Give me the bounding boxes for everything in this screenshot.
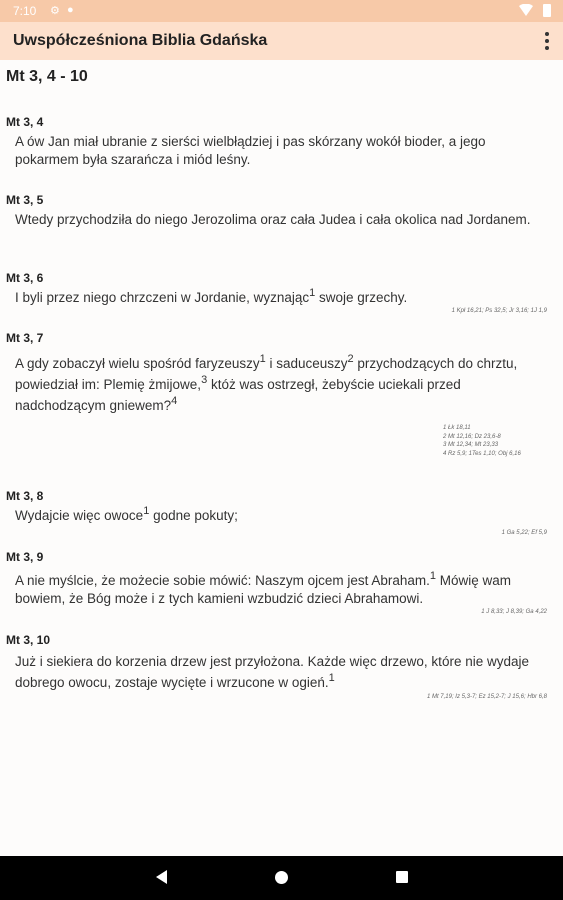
footnote-marker[interactable]: 1 <box>259 353 266 365</box>
verse-text-part: A nie myślcie, że możecie sobie mówić: Naszym ojcem jest Abraham. <box>15 573 430 588</box>
verse-text-part: i saduceuszy <box>265 356 348 371</box>
verse-reference: Mt 3, 5 <box>6 193 44 207</box>
footnote-marker[interactable]: 1 <box>309 287 316 299</box>
verse-item <box>6 193 551 229</box>
cross-reference: 4 Rz 5,9; 1Tes 1,10; Obj 6,16 <box>443 450 521 457</box>
verse-item <box>6 331 551 416</box>
app-notification-icon: ● <box>67 4 74 16</box>
verse-text-part: Mówię wam bowiem, że Bóg może i z tych kamieni wzbudzić dzieci Abrahamowi. <box>15 573 512 606</box>
passage-title: Mt 3, 4 - 10 <box>6 68 88 85</box>
verse-reference: Mt 3, 9 <box>6 550 44 564</box>
verse-reference: Mt 3, 4 <box>6 115 44 129</box>
overflow-menu-icon[interactable] <box>541 30 553 50</box>
footnote-marker[interactable]: 2 <box>347 353 354 365</box>
footnote-marker[interactable]: 4 <box>171 395 178 407</box>
verse-reference: Mt 3, 6 <box>6 271 44 285</box>
footnote-marker[interactable]: 3 <box>201 374 208 386</box>
verse-text <box>15 572 535 608</box>
verse-text-part: I byli przez niego chrzczeni w Jordanie, wyznając <box>15 290 310 305</box>
verse-reference: Mt 3, 10 <box>6 633 51 647</box>
wifi-icon <box>519 4 533 16</box>
verse-item <box>6 489 551 537</box>
cross-reference: 2 Mt 12,16; Dz 23,6-8 <box>443 433 501 440</box>
verse-text-part: A gdy zobaczył wielu spośród faryzeuszy <box>15 356 260 371</box>
status-bar <box>0 0 563 22</box>
verse-text-part: przychodzących do chrztu, powiedział im: Plemię żmijowe, <box>15 356 518 392</box>
verse-item <box>6 115 551 169</box>
app-bar <box>0 22 563 60</box>
verse-text <box>15 289 535 307</box>
verse-reference: Mt 3, 8 <box>6 489 44 503</box>
cross-reference: 1 Ga 5,22; Ef 5,9 <box>501 530 547 536</box>
verse-text <box>15 507 535 525</box>
verse-text: A ów Jan miał ubranie z sierści wielbłądziej i pas skórzany wokół bioder, a jego pokarmem była szarańcza i miód leśny. <box>15 134 486 167</box>
navigation-bar <box>0 856 563 900</box>
verse-text-part: Wydajcie więc owoce <box>15 508 144 523</box>
settings-icon: ⚙ <box>50 5 60 17</box>
status-time: 7:10 <box>13 4 37 18</box>
verse-text <box>15 651 535 693</box>
cross-reference: 1 Mt 7,19; Iz 5,3-7; Ez 15,2-7; J 15,6; Hbr 6,8 <box>426 694 547 700</box>
verse-item <box>6 271 551 315</box>
footnote-marker[interactable]: 1 <box>328 672 335 684</box>
verse-text-part: Już i siekiera do korzenia drzew jest przyłożona. Każde więc drzewo, które nie wydaje dobrego owocu, zostaje wycięte i wrzucone w ogień. <box>15 654 529 690</box>
verse-reference: Mt 3, 7 <box>6 331 44 345</box>
back-icon[interactable] <box>156 870 167 884</box>
verse-text-part: godne pokuty; <box>149 508 238 523</box>
verse-text <box>15 353 535 416</box>
verse-text: Wtedy przychodziła do niego Jerozolima oraz cała Judea i cała okolica nad Jordanem. <box>15 212 531 227</box>
cross-reference: 1 Łk 18,11 <box>443 425 471 431</box>
footnote-marker[interactable]: 1 <box>143 505 150 517</box>
cross-reference: 1 J 8,33; J 8,39; Ga 4,22 <box>481 609 547 615</box>
recent-apps-icon[interactable] <box>396 871 408 883</box>
app-title: Uwspółcześniona Biblia Gdańska <box>13 32 268 49</box>
home-icon[interactable] <box>275 871 288 884</box>
battery-icon <box>543 4 551 17</box>
cross-reference: 3 Mt 12,34; Mt 23,33 <box>443 442 499 448</box>
verse-item <box>6 633 551 701</box>
verse-item <box>6 550 551 616</box>
verse-text-part: swoje grzechy. <box>315 290 408 305</box>
verse-text-part: któż was ostrzegł, żebyście uciekali przed nadchodzącym gniewem? <box>15 377 461 413</box>
footnote-marker[interactable]: 1 <box>429 570 437 582</box>
cross-reference-list <box>443 424 521 458</box>
cross-reference: 1 Kpł 16,21; Ps 32,5; Jr 3,16; 1J 1,9 <box>451 308 547 314</box>
